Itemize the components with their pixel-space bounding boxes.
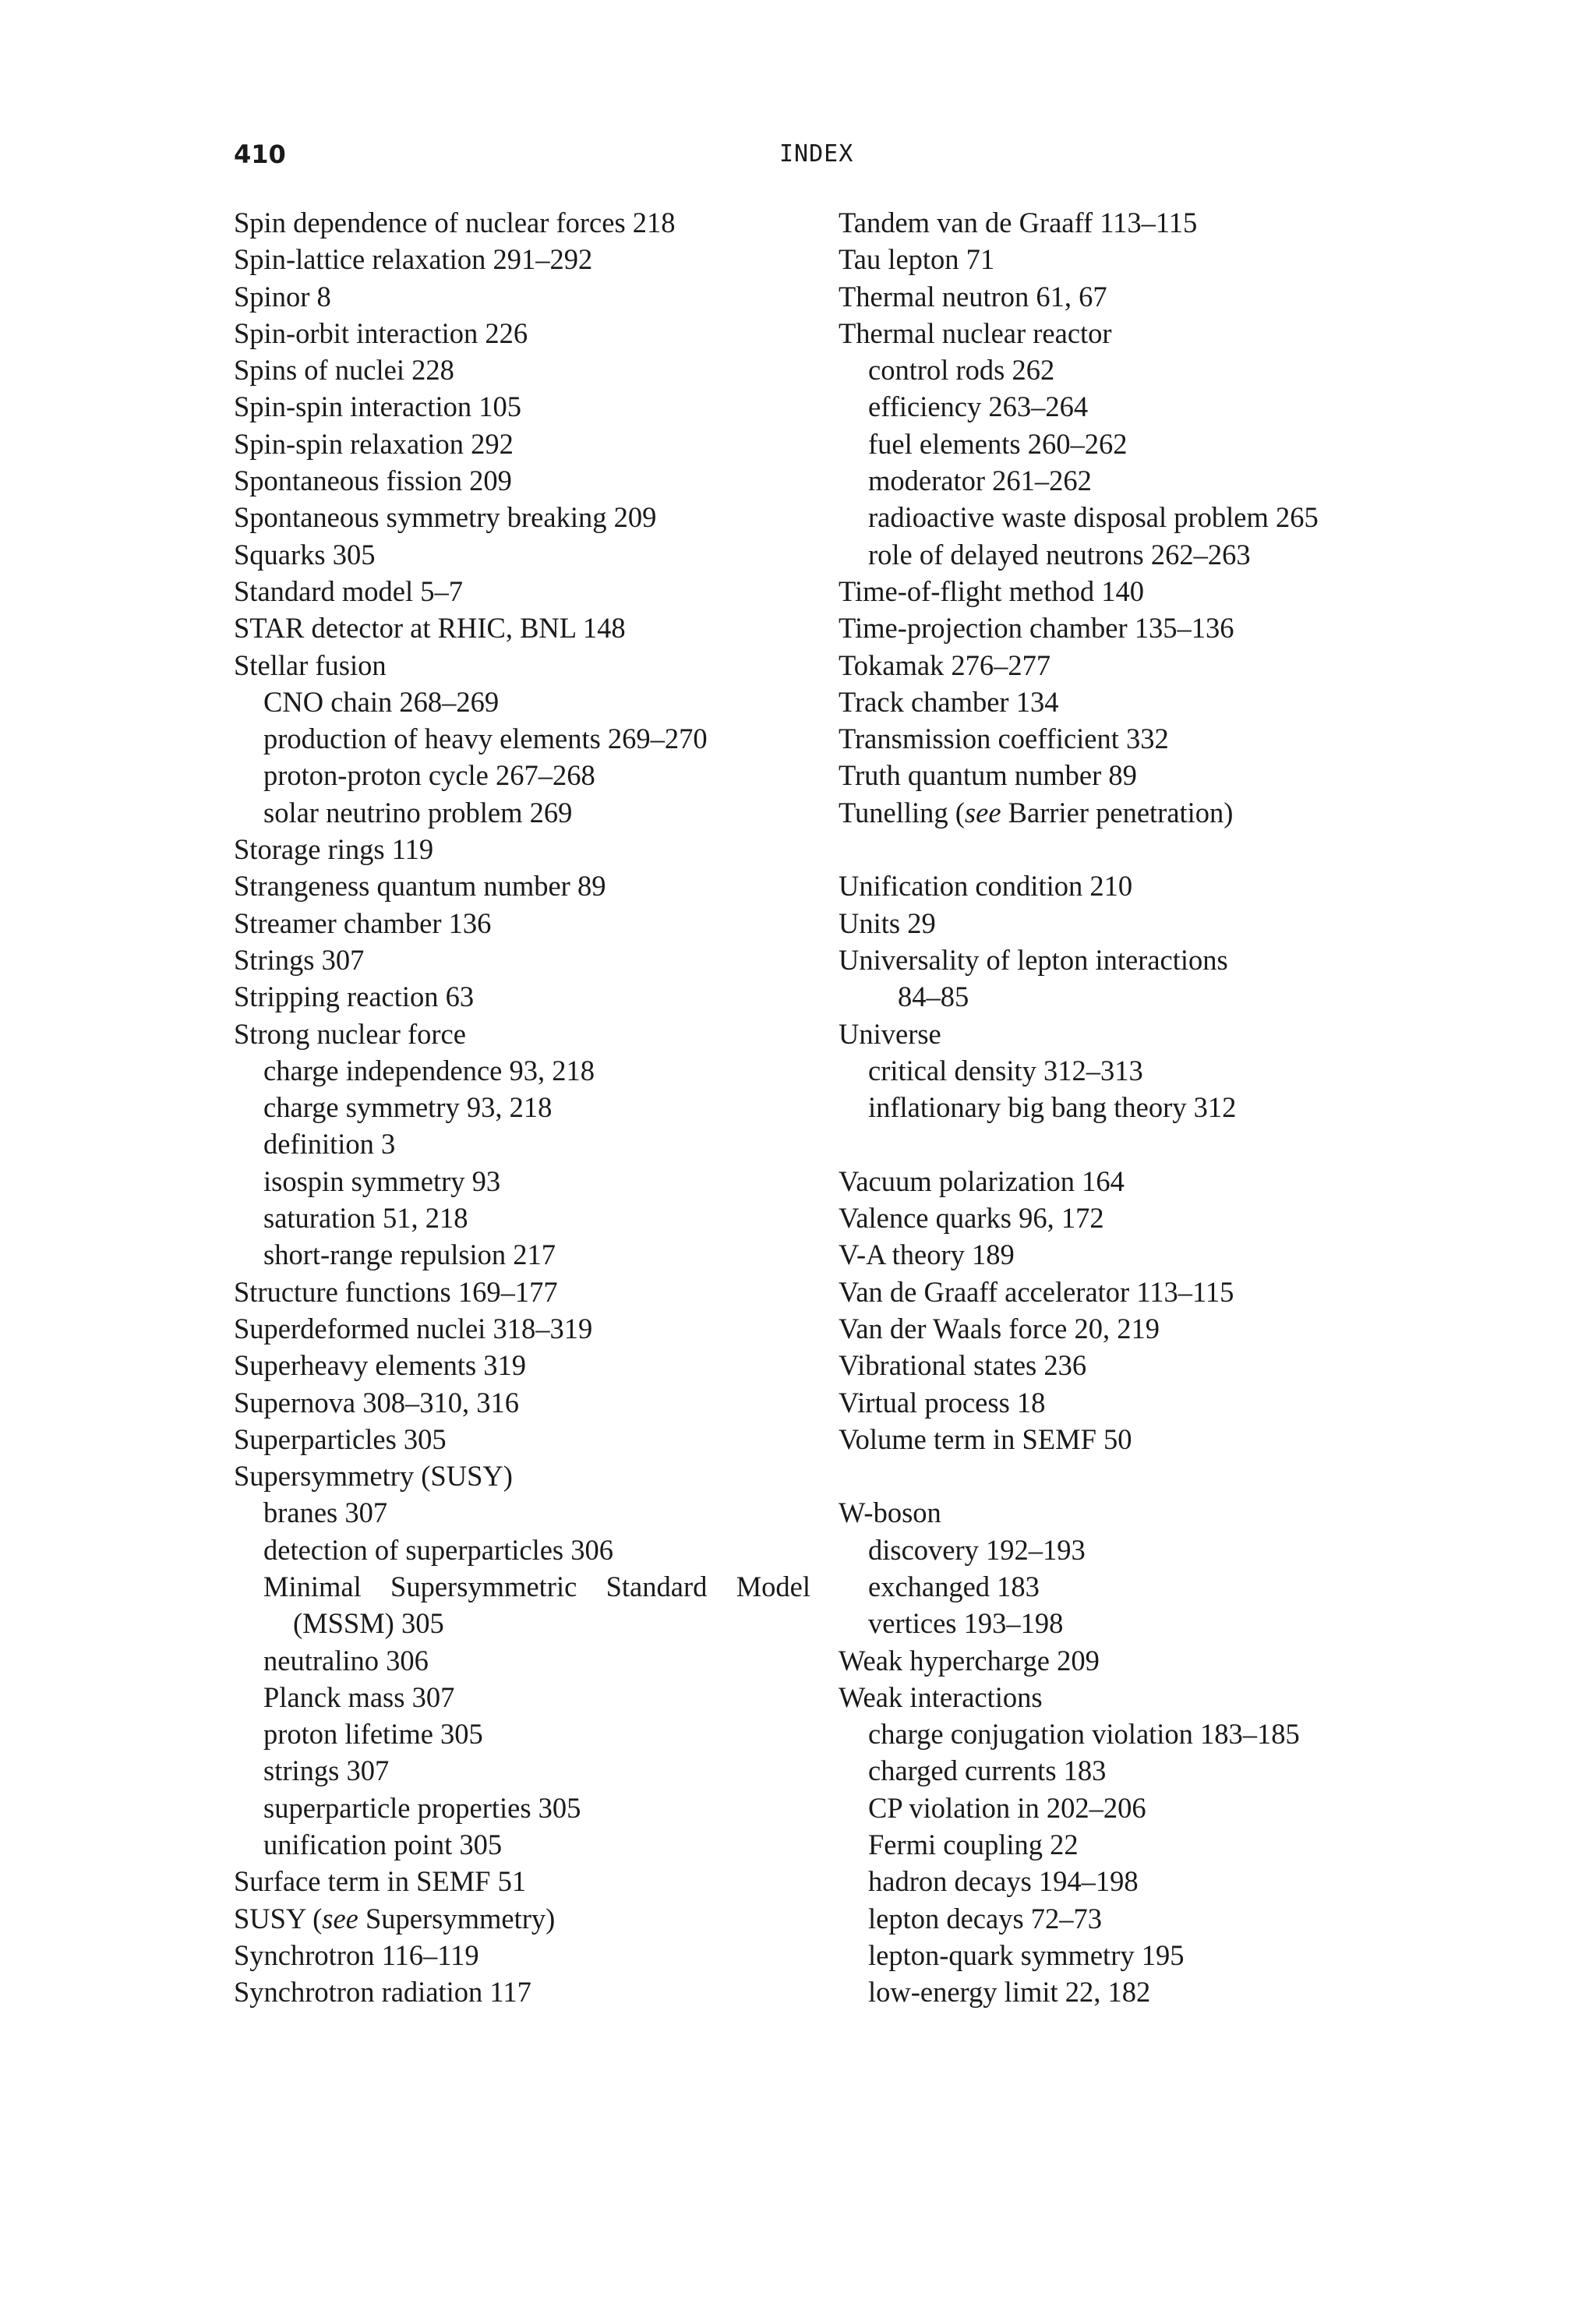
- index-entry-text: neutralino 306: [263, 1644, 429, 1677]
- index-entry-text: moderator 261–262: [868, 465, 1092, 497]
- index-entry-text: 84–85: [898, 981, 969, 1013]
- index-subentry: [234, 1752, 810, 1789]
- index-subentry: [839, 1826, 1384, 1863]
- index-entry-text: Universality of lepton interactions: [839, 943, 1228, 976]
- index-entry-text: unification point 305: [263, 1829, 503, 1861]
- index-entry: [234, 610, 810, 646]
- index-entry-text: Time-of-flight method 140: [839, 574, 1145, 607]
- index-subentry: [839, 1716, 1384, 1752]
- index-subentry: [234, 1790, 810, 1826]
- index-entry-text: Weak interactions: [839, 1680, 1043, 1713]
- index-entry: [234, 647, 810, 684]
- index-entry-text: Van de Graaff accelerator 113–115: [839, 1275, 1234, 1308]
- index-subentry: [839, 1605, 1384, 1641]
- running-head: INDEX: [779, 140, 854, 168]
- index-entry-text: Synchrotron 116–119: [234, 1938, 479, 1971]
- index-subentry: [839, 1089, 1384, 1125]
- index-entry: [234, 1900, 810, 1937]
- index-entry: [839, 1236, 1384, 1273]
- index-entry-text: (MSSM) 305: [293, 1607, 444, 1640]
- index-entry-text: role of delayed neutrons 262–263: [868, 538, 1251, 571]
- index-subentry: [234, 1532, 810, 1568]
- index-entry: [234, 315, 810, 352]
- index-entry: [234, 1973, 810, 2010]
- index-entry-text: Thermal neutron 61, 67: [839, 280, 1107, 313]
- index-entry-text: charge conjugation violation 183–185: [868, 1718, 1300, 1751]
- index-entry: [839, 905, 1384, 942]
- index-entry-text: Track chamber 134: [839, 685, 1059, 718]
- index-subentry: [234, 1200, 810, 1236]
- index-entry-text: Spontaneous symmetry breaking 209: [234, 501, 657, 534]
- index-entry-text: strings 307: [263, 1754, 390, 1787]
- index-entry-text: low-energy limit 22, 182: [868, 1976, 1151, 2009]
- index-entry: [839, 1347, 1384, 1383]
- index-entry-text: Structure functions 169–177: [234, 1275, 558, 1308]
- index-entry: [839, 794, 1384, 831]
- index-entry-text: vertices 193–198: [868, 1607, 1064, 1640]
- index-subentry: [839, 1752, 1384, 1789]
- index-entry-text: CP violation in 202–206: [868, 1791, 1146, 1824]
- index-entry: [839, 1274, 1384, 1310]
- index-subentry: [234, 1716, 810, 1752]
- index-entry: [234, 278, 810, 315]
- index-entry: [839, 315, 1384, 352]
- index-subentry: [234, 1642, 810, 1679]
- index-see-reference: see: [322, 1902, 358, 1935]
- index-entry-text: W-boson: [839, 1496, 941, 1529]
- index-entry-text: Synchrotron radiation 117: [234, 1976, 531, 2009]
- index-entry-text: branes 307: [263, 1496, 388, 1529]
- index-entry-text: Spin dependence of nuclear forces 218: [234, 207, 676, 239]
- index-entry: [839, 1642, 1384, 1679]
- index-entry: [839, 241, 1384, 277]
- index-entry-text: hadron decays 194–198: [868, 1865, 1139, 1898]
- index-entry: [234, 499, 810, 535]
- index-entry: [839, 867, 1384, 904]
- index-entry: [839, 278, 1384, 315]
- index-entry: [234, 867, 810, 904]
- index-entry: [234, 942, 810, 978]
- index-entry-text: detection of superparticles 306: [263, 1533, 613, 1566]
- index-entry-text: Spin-spin relaxation 292: [234, 427, 514, 460]
- index-entry-text: charged currents 183: [868, 1754, 1107, 1787]
- index-column-left: [234, 204, 810, 2011]
- index-entry: [234, 1937, 810, 1973]
- index-entry-text: control rods 262: [868, 354, 1055, 387]
- index-entry-text: Strings 307: [234, 943, 365, 976]
- index-entry: [839, 684, 1384, 720]
- index-entry-text: saturation 51, 218: [263, 1202, 468, 1235]
- index-entry-text: Streamer chamber 136: [234, 906, 492, 939]
- index-entry: [839, 942, 1384, 978]
- index-entry-text: Spin-lattice relaxation 291–292: [234, 243, 593, 276]
- index-entry-text: Valence quarks 96, 172: [839, 1202, 1104, 1235]
- index-entry-text: Superparticles 305: [234, 1422, 447, 1455]
- index-entry: [234, 1347, 810, 1383]
- index-entry-text: Van der Waals force 20, 219: [839, 1312, 1160, 1345]
- index-entry-text: Standard model 5–7: [234, 574, 463, 607]
- index-entry-text: Universe: [839, 1017, 941, 1050]
- index-subentry: [234, 1089, 810, 1125]
- index-subentry: [234, 1163, 810, 1200]
- index-entry-text: Weak hypercharge 209: [839, 1644, 1100, 1677]
- index-subentry: [839, 1790, 1384, 1826]
- index-entry: [234, 462, 810, 499]
- index-subentry: [234, 1236, 810, 1273]
- index-entry-text: fuel elements 260–262: [868, 427, 1128, 460]
- index-subentry: [234, 794, 810, 831]
- index-entry-text: Squarks 305: [234, 538, 376, 571]
- index-entry: [839, 1384, 1384, 1421]
- index-entry: [234, 1458, 810, 1494]
- index-entry-text: Strong nuclear force: [234, 1017, 466, 1050]
- index-entry-text: Spin-orbit interaction 226: [234, 316, 528, 349]
- index-entry-text: lepton decays 72–73: [868, 1902, 1103, 1935]
- index-entry: [839, 204, 1384, 241]
- index-entry-text: Supersymmetry (SUSY): [234, 1460, 513, 1493]
- index-entry-text: Supersymmetry): [358, 1902, 556, 1935]
- index-subentry: [839, 426, 1384, 462]
- index-subentry: [234, 720, 810, 757]
- index-entry-text: CNO chain 268–269: [263, 685, 500, 718]
- index-subentry: [234, 1679, 810, 1716]
- index-entry-text: lepton-quark symmetry 195: [868, 1938, 1185, 1971]
- index-subentry: [234, 1605, 810, 1641]
- index-entry: [839, 1016, 1384, 1052]
- index-subentry: [839, 499, 1384, 535]
- index-entry-text: proton-proton cycle 267–268: [263, 759, 595, 792]
- index-entry-text: charge symmetry 93, 218: [263, 1091, 553, 1124]
- index-entry: [839, 1310, 1384, 1347]
- index-subentry: [839, 388, 1384, 425]
- index-entry-text: isospin symmetry 93: [263, 1164, 501, 1197]
- index-entry-text: definition 3: [263, 1128, 396, 1161]
- index-subentry: [839, 352, 1384, 388]
- index-entry: [839, 610, 1384, 646]
- index-entry: [839, 757, 1384, 793]
- index-entry: [234, 573, 810, 610]
- index-entry: [234, 1274, 810, 1310]
- index-entry-text: Spins of nuclei 228: [234, 354, 454, 387]
- index-entry: [234, 905, 810, 942]
- index-entry-text: Tau lepton 71: [839, 243, 995, 276]
- index-subentry: [839, 1052, 1384, 1089]
- index-entry-text: radioactive waste disposal problem 265: [868, 501, 1319, 534]
- index-subentry: [234, 684, 810, 720]
- index-entry: [234, 1421, 810, 1458]
- index-entry-text: Planck mass 307: [263, 1680, 455, 1713]
- index-entry-text: critical density 312–313: [868, 1054, 1143, 1087]
- index-entry: [839, 720, 1384, 757]
- index-entry: [839, 1679, 1384, 1716]
- index-entry: [234, 1016, 810, 1052]
- index-entry: [234, 241, 810, 277]
- index-entry: [234, 1863, 810, 1899]
- index-entry-text: Barrier penetration): [1001, 796, 1234, 829]
- index-entry: [839, 573, 1384, 610]
- index-entry: [839, 1494, 1384, 1531]
- index-subentry: [839, 1973, 1384, 2010]
- index-entry: [234, 352, 810, 388]
- index-entry-text: Fermi coupling 22: [868, 1829, 1079, 1861]
- index-entry-text: Tokamak 276–277: [839, 648, 1051, 681]
- index-subentry: [839, 978, 1384, 1015]
- index-entry-text: Supernova 308–310, 316: [234, 1386, 519, 1419]
- index-subentry: [839, 462, 1384, 499]
- index-entry: [234, 1384, 810, 1421]
- index-subentry: [234, 1125, 810, 1162]
- index-column-right: [839, 204, 1384, 2011]
- index-entry-text: V-A theory 189: [839, 1239, 1015, 1271]
- index-entry-text: Minimal Supersymmetric Standard Model: [263, 1570, 810, 1602]
- index-entry: [234, 1310, 810, 1347]
- index-entry-text: Stripping reaction 63: [234, 981, 475, 1013]
- index-subentry: [234, 1494, 810, 1531]
- index-subentry: [839, 536, 1384, 573]
- index-entry-text: discovery 192–193: [868, 1533, 1086, 1566]
- index-entry-text: Unification condition 210: [839, 870, 1133, 903]
- index-entry-text: Storage rings 119: [234, 833, 434, 866]
- index-entry-text: Thermal nuclear reactor: [839, 316, 1112, 349]
- index-entry-text: Surface term in SEMF 51: [234, 1865, 527, 1898]
- index-subentry: [234, 1826, 810, 1863]
- index-entry-text: Stellar fusion: [234, 648, 387, 681]
- index-entry-text: exchanged 183: [868, 1570, 1040, 1602]
- index-entry-text: proton lifetime 305: [263, 1718, 483, 1751]
- index-entry-text: Tandem van de Graaff 113–115: [839, 207, 1198, 239]
- index-entry: [839, 647, 1384, 684]
- index-entry-text: short-range repulsion 217: [263, 1239, 556, 1271]
- index-entry-text: Spin-spin interaction 105: [234, 390, 522, 423]
- index-entry-text: Vacuum polarization 164: [839, 1164, 1125, 1197]
- index-entry: [839, 1421, 1384, 1458]
- index-subentry: [839, 1863, 1384, 1899]
- index-entry-text: Time-projection chamber 135–136: [839, 612, 1234, 645]
- index-entry-text: SUSY (: [234, 1902, 323, 1935]
- index-entry: [234, 831, 810, 867]
- index-letter-gap: [839, 1125, 1384, 1162]
- index-subentry: [234, 1052, 810, 1089]
- index-entry-text: Transmission coefficient 332: [839, 723, 1169, 755]
- index-entry: [234, 388, 810, 425]
- index-entry-text: Volume term in SEMF 50: [839, 1422, 1132, 1455]
- index-subentry: [839, 1900, 1384, 1937]
- index-entry: [234, 204, 810, 241]
- index-entry-text: Truth quantum number 89: [839, 759, 1137, 792]
- index-subentry: [839, 1937, 1384, 1973]
- index-entry: [234, 536, 810, 573]
- index-entry-text: Spontaneous fission 209: [234, 465, 512, 497]
- index-entry-text: Strangeness quantum number 89: [234, 870, 606, 903]
- index-letter-gap: [839, 1458, 1384, 1494]
- index-entry-text: Units 29: [839, 906, 936, 939]
- index-entry-text: charge independence 93, 218: [263, 1054, 595, 1087]
- index-entry-text: inflationary big bang theory 312: [868, 1091, 1237, 1124]
- index-subentry: [839, 1568, 1384, 1605]
- index-entry: [839, 1163, 1384, 1200]
- index-entry-text: Vibrational states 236: [839, 1349, 1087, 1382]
- page-number: 410: [234, 140, 286, 169]
- index-entry-text: efficiency 263–264: [868, 390, 1089, 423]
- index-see-reference: see: [964, 796, 1001, 829]
- index-entry-text: Superdeformed nuclei 318–319: [234, 1312, 593, 1345]
- index-entry: [234, 426, 810, 462]
- index-subentry: [234, 757, 810, 793]
- index-entry-text: Superheavy elements 319: [234, 1349, 527, 1382]
- index-entry: [839, 1200, 1384, 1236]
- index-subentry: [234, 1568, 810, 1605]
- index-entry-text: production of heavy elements 269–270: [263, 723, 708, 755]
- index-entry-text: Tunelling (: [839, 796, 965, 829]
- index-entry-text: Spinor 8: [234, 280, 331, 313]
- page-header: [234, 137, 1353, 171]
- index-entry: [234, 978, 810, 1015]
- index-entry-text: STAR detector at RHIC, BNL 148: [234, 612, 626, 645]
- index-entry-text: solar neutrino problem 269: [263, 796, 573, 829]
- index-entry-text: superparticle properties 305: [263, 1791, 581, 1824]
- index-letter-gap: [839, 831, 1384, 867]
- index-subentry: [839, 1532, 1384, 1568]
- index-entry-text: Virtual process 18: [839, 1386, 1046, 1419]
